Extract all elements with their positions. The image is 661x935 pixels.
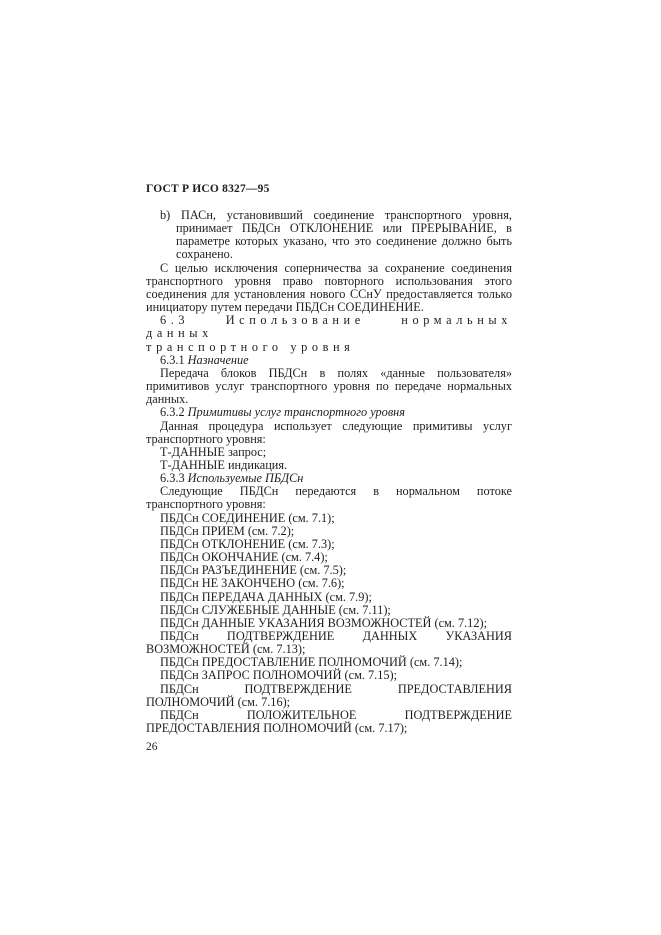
- section-6-3-1-text: Передача блоков ПБДСн в полях «данные пользователя» примитивов услуг транспортного уровня по передаче нормальных данных.: [146, 365, 512, 407]
- section-6-3-2-heading: [146, 406, 512, 419]
- list-item: ПБДСн ПОДТВЕРЖДЕНИЕ ПРЕДОСТАВЛЕНИЯ ПОЛНОМОЧИЙ (см. 7.16);: [146, 681, 512, 709]
- list-item: ПБДСн ЗАПРОС ПОЛНОМОЧИЙ (см. 7.15);: [160, 668, 398, 683]
- section-6-3-3-text: Следующие ПБДСн передаются в нормальном потоке транспортного уровня:: [146, 484, 512, 512]
- list-item: ПБДСн ПОЛОЖИТЕЛЬНОЕ ПОДТВЕРЖДЕНИЕ ПРЕДОСТАВЛЕНИЯ ПОЛНОМОЧИЙ (см. 7.17);: [146, 707, 512, 736]
- section-title: Назначение: [187, 352, 249, 367]
- list-item-b: b) ПАСн, установивший соединение транспортного уровня, принимает ПБДСн ОТКЛОНЕНИЕ или ПРЕРЫВАНИЕ, в параметре которых указано, что это соединение должно быть сохранено.: [160, 208, 512, 262]
- section-number: 6.3.3: [160, 471, 185, 486]
- paragraph-conflict: С целью исключения соперничества за сохранение соединения транспортного уровня право повторного использования этого соединения для установления нового ССнУ предоставляется только инициатору путем передачи ПБДСн СОЕДИНЕНИЕ.: [146, 260, 512, 315]
- section-number: 6.3: [160, 313, 190, 328]
- section-title-line1: Использование нормальных данных: [146, 313, 512, 341]
- section-6-3-1-heading: [146, 354, 512, 367]
- section-title: Используемые ПБДСн: [187, 471, 304, 486]
- list-item: ПБДСн НЕ ЗАКОНЧЕНО (см. 7.6);: [160, 576, 345, 591]
- list-item: Т-ДАННЫЕ индикация.: [160, 457, 288, 472]
- document-code-header: ГОСТ Р ИСО 8327—95: [146, 183, 270, 195]
- section-6-3-heading: [146, 314, 512, 353]
- section-number: 6.3.1: [160, 352, 185, 367]
- list-item: ПБДСн ПРИЕМ (см. 7.2);: [160, 523, 295, 538]
- list-item: ПБДСн ПОДТВЕРЖДЕНИЕ ДАННЫХ УКАЗАНИЯ ВОЗМОЖНОСТЕЙ (см. 7.13);: [146, 629, 512, 657]
- section-title: Примитивы услуг транспортного уровня: [187, 405, 405, 420]
- list-item: ПБДСн РАЗЪЕДИНЕНИЕ (см. 7.5);: [160, 563, 347, 578]
- list-item: ПБДСн ОТКЛОНЕНИЕ (см. 7.3);: [160, 536, 335, 551]
- document-body: [146, 209, 512, 735]
- list-item: ПБДСн ПРЕДОСТАВЛЕНИЕ ПОЛНОМОЧИЙ (см. 7.14);: [160, 655, 463, 670]
- section-title-line2: транспортного уровня: [146, 339, 355, 354]
- list-item: Т-ДАННЫЕ запрос;: [160, 444, 267, 459]
- list-item: ПБДСн ОКОНЧАНИЕ (см. 7.4);: [160, 550, 328, 565]
- list-item: ПБДСн ПЕРЕДАЧА ДАННЫХ (см. 7.9);: [160, 589, 372, 604]
- list-item: ПБДСн ДАННЫЕ УКАЗАНИЯ ВОЗМОЖНОСТЕЙ (см. 7.12);: [160, 615, 487, 630]
- section-number: 6.3.2: [160, 405, 185, 420]
- list-item: ПБДСн СОЕДИНЕНИЕ (см. 7.1);: [160, 510, 335, 525]
- list-item: ПБДСн СЛУЖЕБНЫЕ ДАННЫЕ (см. 7.11);: [160, 602, 391, 617]
- section-6-3-2-text: Данная процедура использует следующие примитивы услуг транспортного уровня:: [146, 418, 512, 446]
- page-number: 26: [146, 741, 158, 753]
